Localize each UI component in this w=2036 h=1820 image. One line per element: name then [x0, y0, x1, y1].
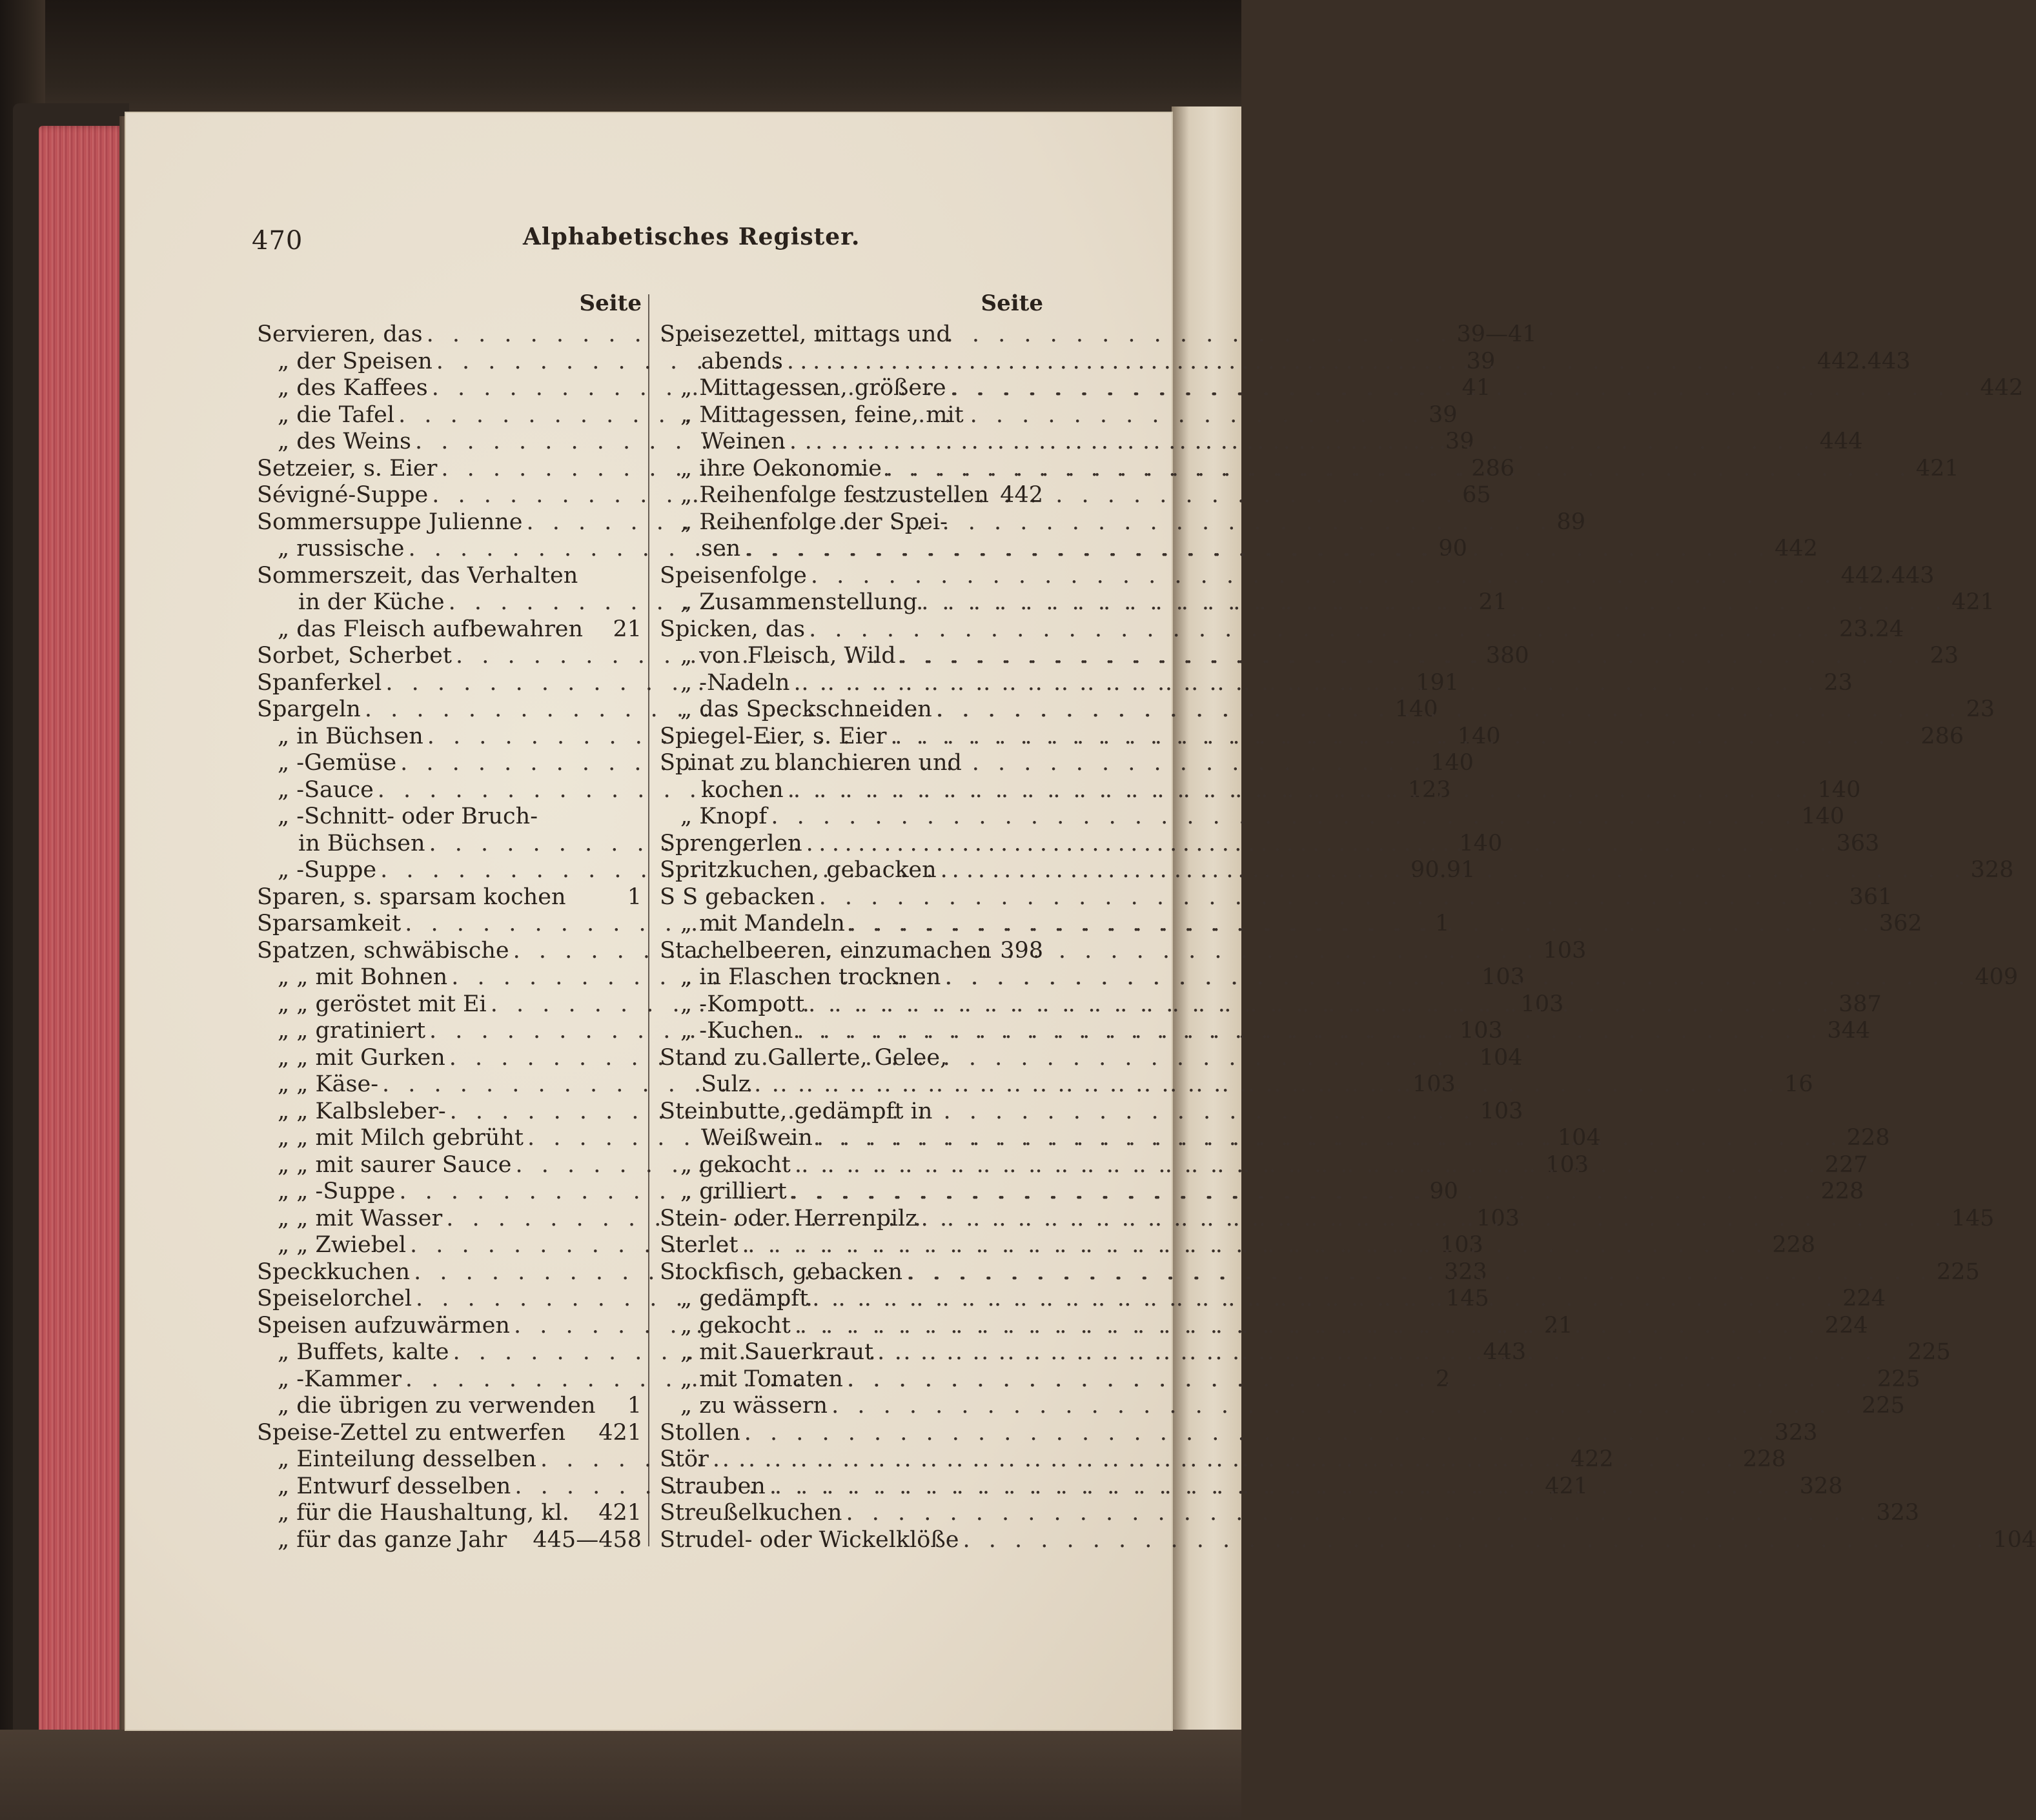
dot-leader	[819, 884, 1846, 911]
index-entry	[660, 750, 1043, 777]
index-entry-term: „ des Kaffees	[278, 375, 428, 401]
index-entry-term: Sparen, s. sparsam kochen	[257, 884, 566, 910]
index-entry-term: Streußelkuchen	[660, 1500, 842, 1526]
index-entry-page: 228	[1846, 1125, 1890, 1151]
index-entry-page: 41	[1461, 375, 1491, 401]
index-entry-page: 228	[1820, 1178, 1864, 1204]
index-entry-page: 103	[1520, 991, 1564, 1017]
index-entry-term: „ die übrigen zu verwenden	[278, 1393, 596, 1419]
index-entry-term: „ -Nadeln	[680, 669, 790, 696]
index-entry-term: „ -Sauce	[278, 776, 374, 803]
index-entry-term: „ die Tafel	[278, 401, 395, 428]
dot-leader	[769, 1473, 1796, 1501]
dot-leader	[806, 831, 1833, 858]
index-entry	[660, 884, 1893, 911]
dot-leader	[890, 723, 1917, 751]
index-entry-page: 39	[1428, 401, 1458, 428]
index-entry-page: 140	[1817, 776, 1861, 803]
index-entry	[660, 616, 1904, 643]
index-entry-term: „ gekocht	[680, 1151, 791, 1178]
index-entry-page: 140	[1459, 830, 1503, 856]
index-entry-term: „ russische	[278, 536, 405, 561]
index-entry-page: 103	[1440, 1232, 1483, 1258]
dot-leader	[795, 1313, 1821, 1340]
index-entry-page: 228	[1742, 1446, 1786, 1472]
index-entry-term: „ „ mit Wasser	[278, 1205, 443, 1231]
index-entry-page: 2	[1435, 1366, 1451, 1392]
index-entry	[660, 804, 1845, 831]
index-entry-page: 140	[1457, 723, 1501, 749]
index-entry-page: 145	[1445, 1286, 1489, 1311]
index-entry-page: 104	[1479, 1044, 1523, 1071]
index-entry-term: „ das Fleisch aufbewahren	[278, 616, 584, 642]
index-entry-page: 286	[1920, 723, 1964, 749]
index-entry-page: 39—41	[1456, 321, 1537, 347]
dot-leader	[744, 1420, 1771, 1447]
index-entry-term: „ -Kuchen	[680, 1018, 793, 1044]
index-entry-page: 103	[1543, 937, 1587, 964]
index-entry-term: abends	[701, 348, 783, 374]
index-entry-term: „ grilliert	[680, 1178, 787, 1204]
index-entry-term: in Büchsen	[298, 830, 425, 856]
index-entry-term: „ in Büchsen	[278, 723, 423, 749]
index-entry-term: Stein- oder Herrenpilz	[660, 1205, 917, 1231]
index-entry-term: „ Knopf	[680, 804, 768, 829]
index-entry-page: 224	[1842, 1286, 1886, 1311]
index-entry-page: 21	[1543, 1312, 1573, 1339]
index-entry	[660, 562, 1935, 590]
index-entry-page: 323	[1774, 1419, 1818, 1446]
index-entry-page: 421	[598, 1500, 642, 1526]
index-entry	[660, 1526, 2036, 1554]
index-entry-term: Servieren, das	[257, 321, 423, 347]
index-entry-term: Stör	[660, 1446, 709, 1472]
index-entry	[660, 938, 1043, 965]
index-entry-term: Sorbet, Scherbet	[257, 643, 452, 669]
index-entry-page: 442	[1980, 375, 2024, 401]
index-entry-term: „ -Schnitt- oder Bruch-	[278, 804, 538, 829]
dot-leader	[789, 429, 1816, 456]
index-entry-term: sen	[701, 536, 741, 561]
index-entry	[660, 1366, 1920, 1393]
index-entry-term: „ „ Zwiebel	[278, 1232, 407, 1258]
index-entry	[660, 1393, 1905, 1420]
index-entry-term: „ „ geröstet mit Ei	[278, 991, 487, 1017]
index-entry	[660, 402, 1043, 429]
index-entry-term: „ mit Mandeln	[680, 911, 845, 936]
index-entry-term: „ für das ganze Jahr	[278, 1526, 507, 1553]
index-entry-term: „ „ -Suppe	[278, 1178, 396, 1204]
index-entry	[257, 1393, 642, 1420]
index-entry-term: „ Entwurf desselben	[278, 1473, 511, 1499]
index-entry-term: Spargeln	[257, 696, 361, 722]
dot-leader	[849, 911, 1875, 938]
index-entry-page: 1	[627, 884, 642, 910]
dot-leader	[771, 804, 1797, 831]
index-entry-page: 23	[1929, 643, 1959, 669]
index-entry-term: „ der Speisen	[278, 348, 433, 374]
index-entry-page: 445—458	[533, 1526, 642, 1553]
index-entry-term: Stand zu Gallerte, Gelee,	[660, 1044, 948, 1071]
index-entry-term: Speckkuchen	[257, 1259, 411, 1285]
index-entry-term: „ von Fleisch, Wild	[680, 643, 896, 669]
index-entry-page: 103	[1481, 964, 1525, 990]
dot-leader	[809, 616, 1835, 643]
index-entry-page: 90	[1438, 536, 1467, 561]
index-entry-page: 328	[1799, 1473, 1843, 1499]
index-entry-term: „ Mittagessen, größere	[680, 375, 946, 401]
dot-leader	[788, 777, 1814, 804]
dot-leader	[950, 375, 1977, 402]
index-entry-term: „ gedämpft	[680, 1286, 809, 1311]
index-entry-page: 328	[1970, 857, 2014, 883]
index-entry-page: 422	[1570, 1446, 1614, 1472]
dot-leader	[900, 643, 1926, 670]
index-entry-page: 21	[1478, 589, 1508, 615]
index-entry-page: 387	[1838, 991, 1882, 1017]
index-entry-term: Speiselorchel	[257, 1286, 412, 1311]
index-entry-page: 442	[1775, 536, 1818, 561]
index-entry-term: „ Buffets, kalte	[278, 1339, 449, 1365]
index-entry-term: Sterlet	[660, 1232, 738, 1258]
dot-leader	[847, 1366, 1873, 1393]
dot-leader	[944, 964, 1971, 991]
index-entry-term: „ des Weins	[278, 429, 411, 454]
dot-leader	[744, 536, 1771, 563]
index-entry-page: 363	[1836, 830, 1880, 856]
index-entry-page: 103	[1412, 1071, 1456, 1097]
dot-leader	[886, 456, 1912, 483]
index-entry-page: 421	[1951, 589, 1995, 615]
book-top-shadow	[0, 0, 1241, 123]
index-entry-term: „ -Suppe	[278, 857, 377, 883]
index-entry-term: Speisenfolge	[660, 562, 807, 589]
index-entry-page: 444	[1819, 429, 1863, 454]
index-entry-page: 103	[1459, 1018, 1503, 1044]
index-entry-term: Stachelbeeren, einzumachen	[660, 937, 992, 964]
index-entry	[257, 1420, 642, 1447]
index-entry-page: 442	[1000, 482, 1043, 508]
index-entry-term: kochen	[701, 776, 784, 803]
index-entry-page: 140	[1430, 750, 1474, 776]
index-entry-page: 89	[1556, 509, 1585, 535]
index-entry-term: „ gekocht	[680, 1312, 791, 1339]
index-entry-term: „ mit Sauerkraut	[680, 1339, 874, 1365]
index-entry-page: 23	[1966, 696, 1995, 722]
book-bottom-shadow	[0, 1730, 1241, 1820]
column-heading: Seite	[981, 290, 1043, 316]
index-entry-term: „ mit Tomaten	[680, 1366, 843, 1392]
index-entry-page: 140	[1394, 696, 1438, 722]
index-entry-term: Steinbutte, gedämpft in	[660, 1098, 933, 1124]
index-entry-page: 104	[1993, 1526, 2036, 1553]
index-entry	[660, 1045, 1043, 1072]
index-entry	[660, 1098, 1043, 1126]
index-entry-term: Spritzkuchen, gebacken	[660, 857, 937, 883]
page-edges	[39, 126, 129, 1739]
index-entry-term: „ „ mit Gurken	[278, 1044, 445, 1071]
dot-leader	[817, 1125, 1843, 1152]
index-entry-term: S S gebacken	[660, 884, 815, 910]
index-entry-term: Sprengerlen	[660, 830, 802, 856]
index-entry-page: 228	[1772, 1232, 1816, 1258]
index-entry-page: 103	[1476, 1205, 1520, 1231]
index-entry-page: 398	[1000, 937, 1043, 964]
dot-leader	[921, 1206, 1948, 1233]
index-entry-page: 1	[627, 1393, 642, 1419]
index-entry-page: 286	[1471, 455, 1515, 481]
index-entry-page: 103	[1545, 1151, 1589, 1178]
index-entry-page: 90	[1429, 1178, 1458, 1204]
index-entry-page: 442.443	[1840, 562, 1935, 589]
dot-leader	[962, 1527, 1989, 1554]
dot-leader	[846, 1500, 1872, 1527]
index-entry-page: 225	[1908, 1339, 1951, 1365]
index-entry-term: Speisen aufzuwärmen	[257, 1312, 510, 1339]
index-entry-page: 39	[1445, 429, 1474, 454]
index-entry	[257, 563, 642, 590]
index-entry-term: „ Einteilung desselben	[278, 1446, 536, 1472]
index-entry-term: Weinen	[701, 429, 786, 454]
dot-leader	[795, 1152, 1821, 1179]
index-entry-page: 191	[1416, 669, 1460, 696]
index-entry-page: 323	[1876, 1500, 1920, 1526]
dot-leader	[808, 991, 1835, 1018]
index-entry-page: 421	[1545, 1473, 1589, 1499]
dot-leader	[812, 1286, 1838, 1313]
index-entry-term: „ ihre Oekonomie	[680, 455, 882, 481]
index-entry-term: „ -Gemüse	[278, 750, 397, 776]
index-entry-page: 123	[1407, 776, 1451, 803]
index-entry-term: „ „ Kalbsleber-	[278, 1098, 446, 1124]
index-entry-page: 344	[1827, 1018, 1871, 1044]
index-entry-page: 361	[1849, 884, 1893, 910]
index-entry-term: in der Küche	[298, 589, 445, 615]
index-entry-term: Sommerszeit, das Verhalten	[257, 562, 578, 589]
index-entry-page: 104	[1557, 1125, 1601, 1151]
index-entry-page: 65	[1462, 482, 1491, 508]
index-entry-term: „ „ mit saurer Sauce	[278, 1151, 512, 1178]
index-entry-term: „ Reihenfolge festzustellen	[680, 482, 989, 508]
dot-leader	[793, 670, 1820, 697]
dot-leader	[941, 857, 1967, 884]
index-entry-page: 224	[1824, 1312, 1868, 1339]
index-entry	[257, 1500, 642, 1527]
dot-leader	[921, 589, 1948, 616]
index-entry-term: Spicken, das	[660, 616, 806, 642]
index-entry-page: 23	[1824, 669, 1853, 696]
index-entry-term: Sparsamkeit	[257, 911, 402, 936]
dot-leader	[713, 1446, 1739, 1473]
index-entry-term: „ für die Haushaltung, kl.	[278, 1500, 569, 1526]
index-entry-term: Spinat zu blanchieren und	[660, 750, 962, 776]
index-entry-page: 16	[1784, 1071, 1813, 1097]
dot-leader	[787, 349, 1813, 376]
index-entry-term: Sévigné-Suppe	[257, 482, 429, 508]
index-entry-term: Speisezettel, mittags und	[660, 321, 951, 347]
index-entry	[660, 589, 1995, 616]
dot-leader	[742, 1232, 1768, 1259]
index-entry-term: Strauben	[660, 1473, 766, 1499]
index-entry-term: „ „ mit Bohnen	[278, 964, 448, 990]
index-entry-term: „ Zusammenstellung	[680, 589, 918, 615]
dot-leader	[754, 1071, 1780, 1098]
index-entry-term: Stockfisch, gebacken	[660, 1259, 903, 1285]
index-entry-term: „ „ Käse-	[278, 1071, 379, 1097]
index-entry	[257, 1527, 642, 1554]
index-entry-page: 421	[598, 1419, 642, 1446]
index-entry-page: 225	[1877, 1366, 1920, 1392]
dot-leader	[936, 696, 1962, 723]
index-entry-page: 442.443	[1817, 348, 1911, 374]
index-entry-term: Spatzen, schwäbische	[257, 937, 509, 964]
column-heading: Seite	[579, 290, 642, 316]
dot-leader	[791, 1178, 1817, 1206]
index-entry-term: Sulz	[701, 1071, 751, 1097]
index-entry	[257, 804, 642, 831]
dot-leader	[877, 1339, 1904, 1366]
index-entry-term: Spiegel-Eier, s. Eier	[660, 723, 887, 749]
page-number: 470	[252, 226, 303, 256]
dot-leader	[906, 1259, 1933, 1286]
index-entry-term: „ -Kompott	[680, 991, 805, 1017]
index-entry	[660, 321, 1043, 349]
index-entry-page: 39	[1466, 348, 1496, 374]
index-entry-term: „ das Speckschneiden	[680, 696, 932, 722]
index-entry-term: Setzeier, s. Eier	[257, 455, 438, 481]
index-entry-page: 21	[613, 616, 642, 642]
index-entry-page: 323	[1443, 1259, 1487, 1285]
index-entry-term: „ -Kammer	[278, 1366, 402, 1392]
index-entry-term: Strudel- oder Wickelklöße	[660, 1526, 959, 1553]
index-entry-page: 380	[1485, 643, 1529, 669]
dot-leader	[797, 1018, 1823, 1045]
index-entry-page: 103	[1480, 1098, 1523, 1124]
index-entry-page: 225	[1937, 1259, 1980, 1285]
index-entry	[660, 482, 1043, 509]
index-entry-term: „ zu wässern	[680, 1393, 828, 1419]
index-entry-page: 225	[1862, 1393, 1905, 1419]
index-entry-term: Sommersuppe Julienne	[257, 509, 523, 535]
index-entry	[660, 509, 1043, 536]
index-entry	[660, 1500, 1920, 1527]
index-entry-page: 145	[1951, 1205, 1995, 1231]
index-entry-term: Stollen	[660, 1419, 740, 1446]
index-entry-page: 421	[1915, 455, 1959, 481]
index-entry-term: „ Mittagessen, feine, mit	[680, 401, 964, 428]
index-entry-term: Speise-Zettel zu entwerfen	[257, 1419, 566, 1446]
index-entry-page: 90.91	[1410, 857, 1476, 883]
index-entry-term: „ Reihenfolge der Spei-	[680, 509, 948, 535]
index-entry	[660, 1419, 1818, 1447]
index-entry	[257, 616, 642, 643]
index-entry-page: 1	[1435, 911, 1450, 936]
index-entry-term: „ in Flaschen trocknen	[680, 964, 941, 990]
running-title: Alphabetisches Register.	[523, 223, 860, 250]
dot-leader	[831, 1393, 1858, 1420]
dot-leader	[811, 563, 1837, 590]
index-entry-page: 23.24	[1839, 616, 1904, 642]
index-entry-term: „ „ mit Milch gebrüht	[278, 1125, 524, 1151]
index-entry-page: 362	[1878, 911, 1922, 936]
index-entry-page: 443	[1483, 1339, 1527, 1365]
index-entry-term: „ „ gratiniert	[278, 1018, 426, 1044]
index-entry-page: 227	[1824, 1151, 1868, 1178]
index-entry	[257, 884, 642, 911]
index-entry-term: Spanferkel	[257, 669, 382, 696]
index-entry	[660, 911, 1922, 938]
index-entry-page: 409	[1975, 964, 2019, 990]
index-entry-term: Weißwein	[701, 1125, 813, 1151]
index-entry-page: 140	[1801, 804, 1845, 829]
